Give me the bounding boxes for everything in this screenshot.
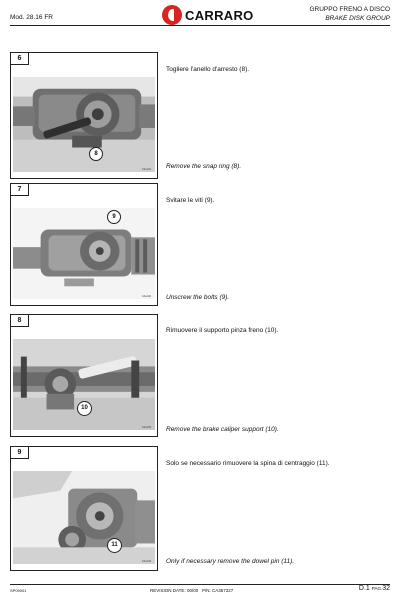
revision-info [150,588,233,593]
step-7-photo [13,208,155,299]
step-8-text-it: Rimuovere il supporto pinza freno (10). [166,327,279,334]
step-9-text-it: Solo se necessario rimuovere la spina di centraggio (11). [166,460,330,467]
photo-ref: CAxx03 [141,425,151,429]
step-7-text-it: Svitare le viti (9). [166,197,215,204]
step-8-text-en: Remove the brake caliper support (10). [166,426,279,433]
section-number: D.1 [358,585,370,592]
doc-code: SP09001 [10,588,27,593]
section-title-en: BRAKE DISK GROUP [325,15,390,22]
step-number: 7 [11,184,29,196]
step-6-text-en: Remove the snap ring (8). [166,163,242,170]
revision-label: REVISION DATE: [150,588,186,593]
step-number: 9 [11,447,29,459]
photo-ref: CAxx04 [141,559,151,563]
header-divider [10,25,390,26]
step-9-box [10,446,158,571]
part-number: CA357327 [212,588,234,593]
step-8-box [10,314,158,437]
step-6-box [10,52,158,179]
step-7-text-en: Unscrew the bolts (9). [166,294,230,301]
callout-10: 10 [77,401,92,416]
step-9-photo [13,471,155,564]
section-title-it: GRUPPO FRENO A DISCO [309,6,390,13]
callout-9: 9 [107,210,121,224]
step-number: 6 [11,53,29,65]
step-9-text-en: Only if necessary remove the dowel pin (11). [166,558,295,565]
model-label: Mod. 28.16 FR [10,14,53,21]
step-8-photo [13,339,155,430]
page-value: 32 [382,585,390,592]
section-title [309,5,390,23]
logo-text: CARRARO [185,7,254,23]
footer-divider [10,584,390,585]
pn-label: P/N: [201,588,211,593]
page-number [359,585,390,592]
photo-ref: CAxx02 [141,294,151,298]
page-label: PAG. [371,586,383,591]
step-7-box [10,183,158,306]
step-6-photo [13,77,155,172]
callout-11: 11 [107,538,122,553]
carraro-logo [162,5,254,25]
logo-mark-icon [162,5,182,25]
step-number: 8 [11,315,29,327]
callout-8: 8 [89,147,103,161]
photo-ref: CAxx01 [141,167,151,171]
step-6-text-it: Togliere l'anello d'arresto (8). [166,66,250,73]
revision-date: 00/00 [186,588,199,593]
